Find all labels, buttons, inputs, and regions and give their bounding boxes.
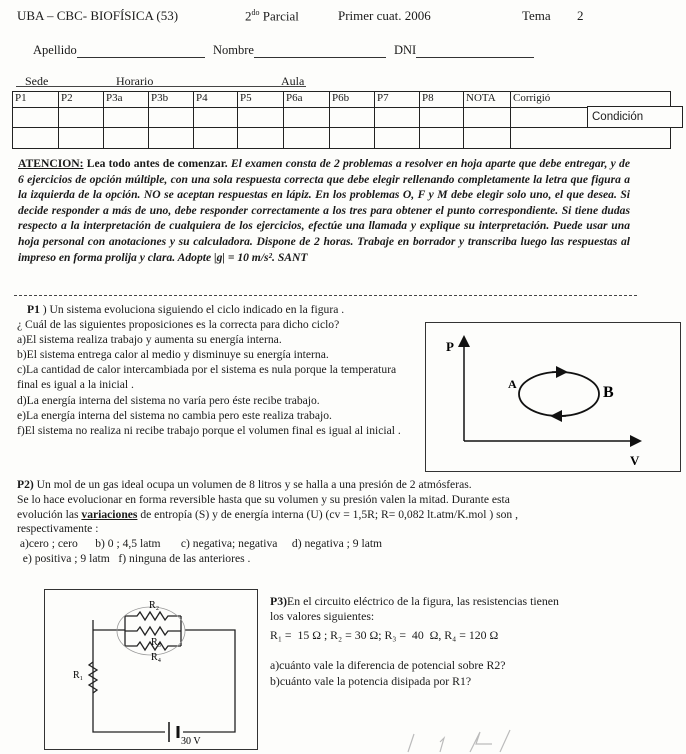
circuit-diagram	[44, 589, 258, 750]
grade-cell[interactable]	[238, 128, 284, 149]
horario-label: Horario	[116, 74, 154, 88]
p1-intro: ) Un sistema evoluciona siguiendo el ciclo indicado en la figura .	[39, 303, 345, 316]
r4-label: R₄	[151, 652, 162, 663]
grade-cell[interactable]	[194, 128, 238, 149]
point-a-label: A	[508, 377, 517, 391]
p1-label: P1	[27, 303, 40, 316]
p1-option-d[interactable]: d)La energía interna del sistema no varía pero éste recibe trabajo.	[17, 393, 320, 407]
aula-label: Aula	[281, 74, 305, 88]
p3-question-a: a)cuánto vale la diferencia de potencial sobre R2?	[270, 658, 506, 673]
grade-header-p6b: P6b	[330, 92, 375, 108]
grade-header-corrigio: Corrigió	[511, 92, 671, 108]
nombre-label: Nombre	[213, 43, 254, 57]
grade-header-p4: P4	[194, 92, 238, 108]
grade-cell[interactable]	[375, 128, 420, 149]
grade-cell[interactable]	[13, 128, 59, 149]
sede-label: Sede	[25, 74, 49, 88]
circuit-wire-right	[183, 630, 235, 732]
p1-option-f[interactable]: f)El sistema no realiza ni recibe trabajo porque el volumen final es igual al inicial .	[17, 423, 401, 437]
problem-2	[17, 478, 642, 567]
grade-header-p3a: P3a	[104, 92, 149, 108]
p3-values: R₁ = 15 Ω ; R₂ = 30 Ω; R₃ = 40 Ω, R₄ = 120 Ω	[270, 627, 499, 642]
attention-lead-rest: Lea todo antes de comenzar.	[83, 157, 228, 170]
grade-header-nota: NOTA	[464, 92, 511, 108]
grade-header-p8: P8	[420, 92, 464, 108]
apellido-label: Apellido	[33, 43, 77, 57]
p1-option-c[interactable]: c)La cantidad de calor intercambiada por el sistema es nula porque la temperatura final es igual a la inicial .	[17, 363, 397, 392]
p2-line1: Un mol de un gas ideal ocupa un volumen de 8 litros y se halla a una presión de 2 atmósferas.	[33, 478, 472, 491]
dni-label: DNI	[394, 43, 417, 57]
p2-line2: Se lo hace evolucionar en forma reversible hasta que su volumen y su presión valen la mitad. Durante esta	[17, 492, 510, 506]
grade-cell[interactable]	[104, 108, 149, 128]
p-axis-label: P	[446, 339, 454, 354]
p1-option-a[interactable]: a)El sistema realiza trabajo y aumenta su energía interna.	[17, 333, 282, 347]
apellido-field[interactable]	[33, 43, 205, 58]
p1-option-b[interactable]: b)El sistema entrega calor al medio y disminuye su energía interna.	[17, 348, 329, 362]
tema-label: Tema	[522, 8, 551, 23]
resistor-r3	[125, 627, 181, 635]
tema-value: 2	[577, 8, 584, 23]
p2-line3-post: de entropía (S) y de energía interna (U) (cv = 1,5R; R= 0,082 lt.atm/K.mol ) son ,	[137, 507, 518, 521]
r3-label: R₃	[151, 637, 162, 648]
grade-header-p6a: P6a	[284, 92, 330, 108]
resistor-r2	[125, 612, 181, 620]
nombre-field[interactable]	[213, 43, 386, 58]
term: Primer cuat. 2006	[338, 8, 431, 23]
grade-cell[interactable]	[149, 108, 194, 128]
attention-text	[18, 156, 630, 265]
grade-cell[interactable]	[284, 108, 330, 128]
p2-options-row1[interactable]: a)cero ; cero b) 0 ; 4,5 latm c) negativa; negativa d) negativa ; 9 latm	[17, 537, 383, 551]
source-label: 30 V	[181, 736, 201, 747]
exam-name-rest: Parcial	[259, 8, 299, 24]
grade-cell[interactable]	[59, 108, 104, 128]
grade-header-p2: P2	[59, 92, 104, 108]
grade-header-p7: P7	[375, 92, 420, 108]
grade-cell[interactable]	[284, 128, 330, 149]
p3-label: P3)	[270, 594, 288, 608]
p2-line4: respectivamente :	[17, 522, 99, 536]
grade-cell[interactable]	[420, 128, 464, 149]
grade-cell[interactable]	[330, 128, 375, 149]
attention-body: El examen consta de 2 problemas a resolver en hoja aparte que debe entregar, y de 6 ejercicios de opción múltiple, con una sola respuesta correcta que debe elegir rellenando completamente la letra que figura a la izquierda de la opción. NO se aceptan respuestas en lápiz. En los problemas O, F y M debe elegir solo uno, el que desea. Si decide responder a más de uno, debe responder correctamente a los tres para obtener el punto correspondiente. Si tiene dudas respecto a la interpretación de cualquiera de los ejercicios, efectúe una llamada y explique su interpretación. Puede usar una hoja personal con anotaciones y su calculadora. Dispone de 2 horas. Trabaje en borrador y transcriba luego las respuestas al impreso en forma prolija y clara. Adopte |g| = 10 m/s². SANT	[18, 157, 630, 264]
problem-1	[17, 302, 417, 438]
grade-cell[interactable]	[464, 128, 511, 149]
exam-name	[245, 8, 299, 24]
grade-cell[interactable]	[330, 108, 375, 128]
r2-label: R₂	[149, 600, 160, 611]
grade-cell[interactable]	[149, 128, 194, 149]
r1-label: R₁	[73, 670, 84, 681]
exam-number: 2	[245, 8, 252, 24]
p3-question-b: b)cuánto vale la potencia disipada por R1?	[270, 673, 472, 688]
p2-label: P2)	[17, 478, 34, 491]
grade-cell[interactable]	[464, 108, 511, 128]
separator	[14, 295, 637, 296]
grade-header-p1: P1	[13, 92, 59, 108]
grade-cell[interactable]	[511, 128, 671, 149]
grade-cell[interactable]	[194, 108, 238, 128]
handwritten-scribble	[400, 728, 530, 754]
attention-lead: ATENCION:	[18, 157, 84, 170]
grade-cell[interactable]	[104, 128, 149, 149]
p2-line3-pre: evolución las	[17, 507, 82, 521]
point-b-label: B	[603, 384, 614, 401]
condition-box: Condición	[587, 106, 683, 128]
grade-header-p5: P5	[238, 92, 284, 108]
v-axis-label: V	[630, 453, 640, 468]
p2-line3-underlined: variaciones	[81, 507, 138, 521]
p3-intro2: los valores siguientes:	[270, 609, 375, 624]
grade-cell[interactable]	[420, 108, 464, 128]
dni-field[interactable]	[394, 43, 534, 58]
pv-diagram	[425, 322, 681, 472]
exam-superscript: do	[251, 8, 260, 17]
grade-cell[interactable]	[59, 128, 104, 149]
cycle-ellipse	[519, 372, 599, 416]
grade-table	[12, 91, 671, 149]
problem-3	[270, 594, 650, 689]
p1-option-e[interactable]: e)La energía interna del sistema no cambia pero este realiza trabajo.	[17, 408, 332, 422]
grade-cell[interactable]	[13, 108, 59, 128]
grade-header-p3b: P3b	[149, 92, 194, 108]
grade-cell[interactable]	[238, 108, 284, 128]
grade-cell[interactable]	[375, 108, 420, 128]
p2-options-row2[interactable]: e) positiva ; 9 latm f) ninguna de las anteriores .	[17, 551, 251, 565]
course-title: UBA – CBC- BIOFÍSICA (53)	[17, 8, 179, 23]
p1-question: ¿ Cuál de las siguientes proposiciones es la correcta para dicho ciclo?	[17, 318, 340, 332]
p3-intro: En el circuito eléctrico de la figura, las resistencias tienen	[287, 594, 559, 608]
